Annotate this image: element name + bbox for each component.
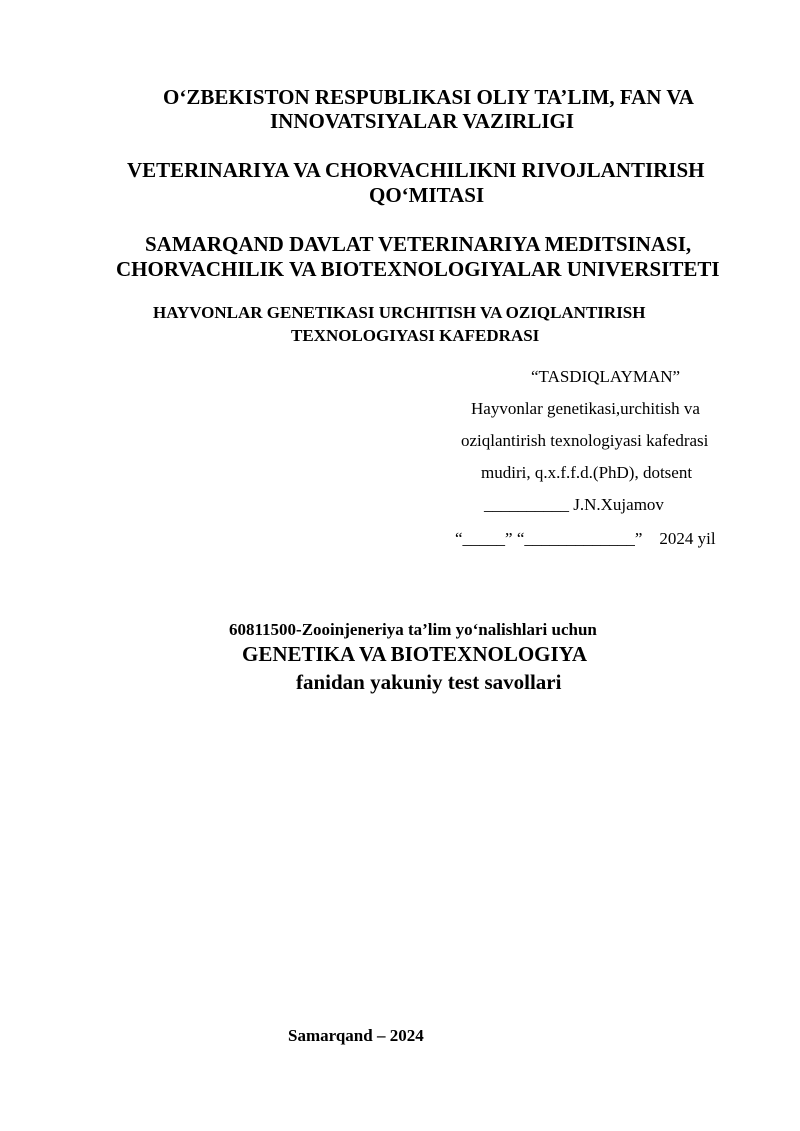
ministry-line-1: O‘ZBEKISTON RESPUBLIKASI OLIY TA’LIM, FAN VA [163,85,694,109]
subject-title: GENETIKA VA BIOTEXNOLOGIYA [242,642,588,666]
approval-date: “_____” “_____________” 2024 yil [455,529,716,548]
subject-subtitle: fanidan yakuniy test savollari [296,670,562,694]
committee-line-1: VETERINARIYA VA CHORVACHILIKNI RIVOJLANTIRISH [127,158,705,182]
approval-line-1: Hayvonlar genetikasi,urchitish va [471,399,700,418]
ministry-line-2: INNOVATSIYALAR VAZIRLIGI [270,109,575,133]
direction-line: 60811500-Zooinjeneriya ta’lim yo‘nalishlari uchun [229,620,597,639]
place-year: Samarqand – 2024 [288,1026,424,1045]
department-line-2: TEXNOLOGIYASI KAFEDRASI [291,326,540,345]
department-line-1: HAYVONLAR GENETIKASI URCHITISH VA OZIQLANTIRISH [153,303,646,322]
approval-line-2: oziqlantirish texnologiyasi kafedrasi [461,431,709,450]
approval-title: “TASDIQLAYMAN” [531,367,681,386]
university-line-1: SAMARQAND DAVLAT VETERINARIYA MEDITSINASI, [145,232,692,256]
university-line-2: CHORVACHILIK VA BIOTEXNOLOGIYALAR UNIVERSITETI [116,257,720,281]
approval-line-3: mudiri, q.x.f.f.d.(PhD), dotsent [481,463,693,482]
committee-line-2: QO‘MITASI [369,183,485,207]
approval-signature: __________ J.N.Xujamov [484,495,664,514]
